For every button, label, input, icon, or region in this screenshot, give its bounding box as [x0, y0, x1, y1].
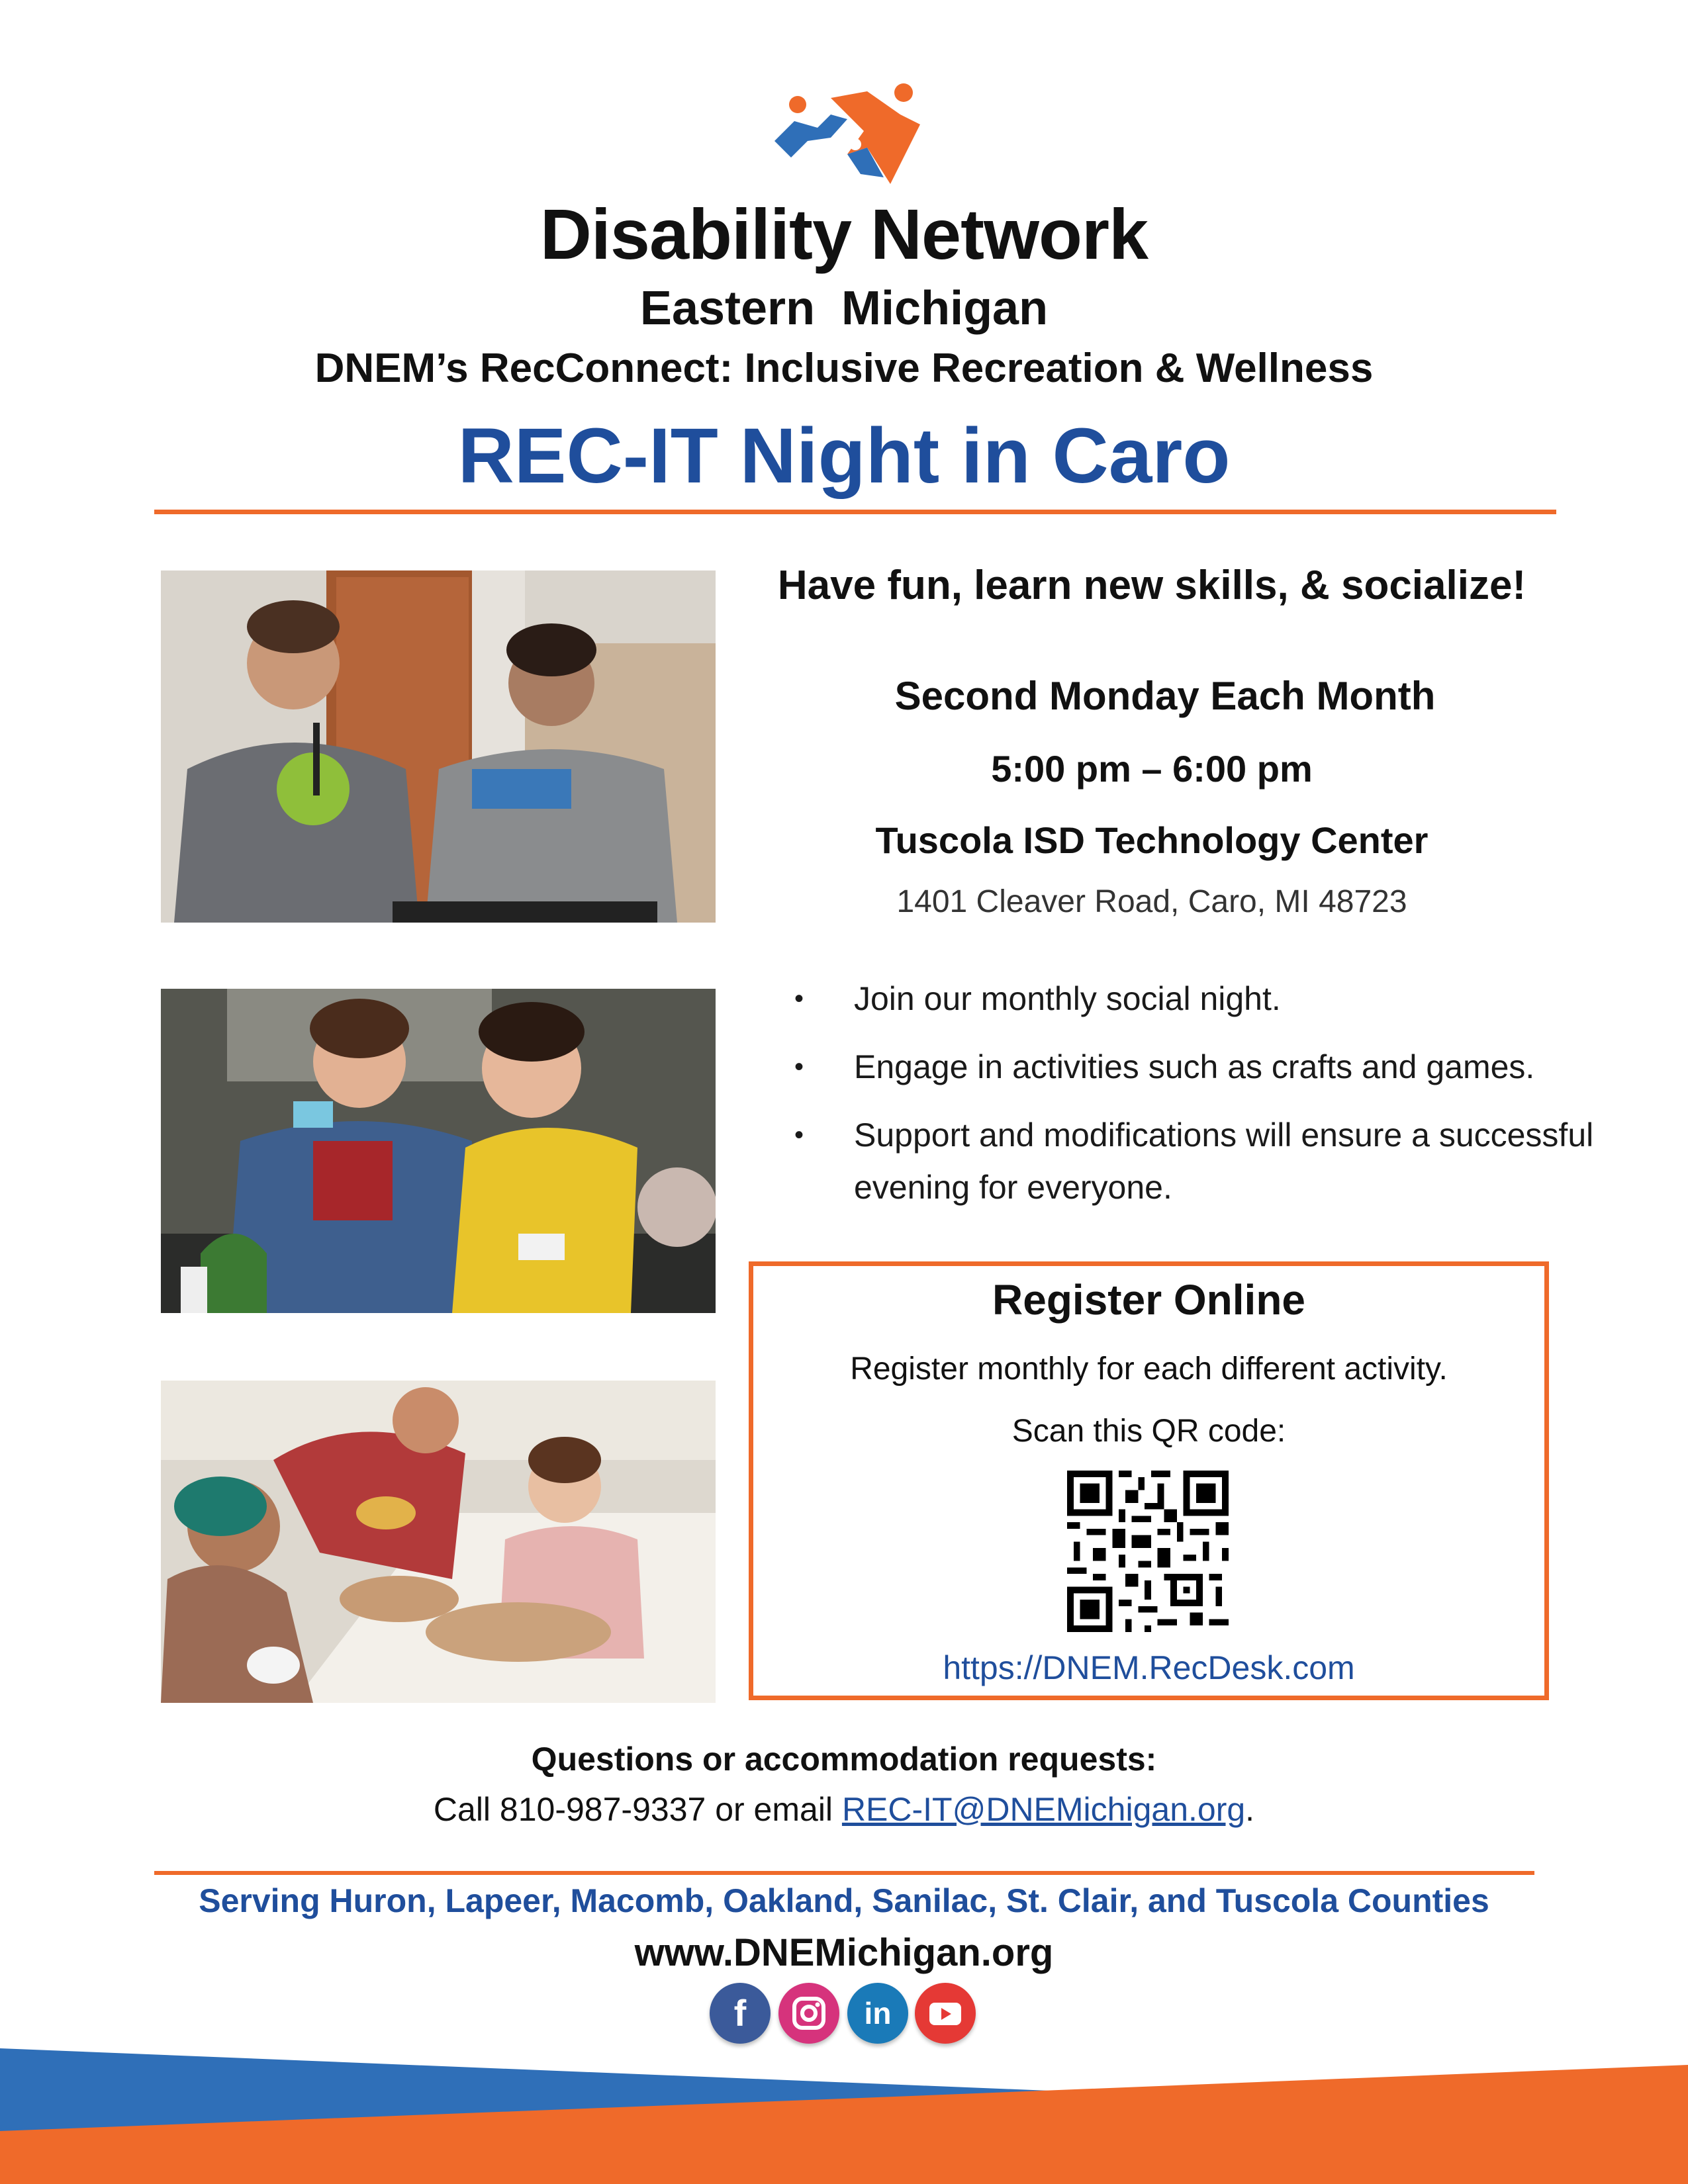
register-link[interactable]: https://DNEM.RecDesk.com	[943, 1649, 1355, 1686]
tagline: Have fun, learn new skills, & socialize!	[777, 563, 1526, 608]
bullet-icon: •	[794, 984, 804, 1013]
venue-name: Tuscola ISD Technology Center	[875, 819, 1429, 861]
bullet-icon: •	[794, 1052, 804, 1081]
org-name: Disability Network	[539, 194, 1149, 274]
program-name: DNEM’s RecConnect: Inclusive Recreation & Wellness	[314, 345, 1374, 391]
register-subtitle: Register monthly for each different activity.	[850, 1351, 1448, 1387]
contact-heading: Questions or accommodation requests:	[531, 1741, 1157, 1778]
linkedin-icon[interactable]: in	[847, 1983, 908, 2044]
org-subtitle: Eastern Michigan	[639, 282, 1049, 335]
register-title: Register Online	[992, 1276, 1305, 1324]
divider	[154, 510, 1556, 514]
venue-address: 1401 Cleaver Road, Caro, MI 48723	[896, 884, 1407, 919]
activity-list	[794, 973, 1595, 1230]
qr-code-icon[interactable]	[1067, 1471, 1229, 1632]
facebook-icon[interactable]: f	[710, 1983, 771, 2044]
list-item: • Engage in activities such as crafts and games.	[794, 1041, 1595, 1093]
photo-card-game	[161, 989, 716, 1313]
list-item: • Support and modifications will ensure a successful evening for everyone.	[794, 1109, 1595, 1214]
photo-crafts	[161, 1381, 716, 1703]
list-item: • Join our monthly social night.	[794, 973, 1595, 1025]
event-title: REC-IT Night in Caro	[457, 412, 1231, 500]
website-link[interactable]: www.DNEMichigan.org	[634, 1931, 1054, 1974]
contact-email-link[interactable]: REC-IT@DNEMichigan.org	[841, 1791, 1246, 1828]
footer-band	[0, 2038, 1688, 2184]
contact-line	[0, 1790, 1688, 1829]
contact-phone-text: Call 810-987-9337 or email	[433, 1791, 842, 1828]
serving-counties: Serving Huron, Lapeer, Macomb, Oakland, Sanilac, St. Clair, and Tuscola Counties	[199, 1882, 1489, 1919]
divider	[154, 1871, 1534, 1875]
schedule-day: Second Monday Each Month	[894, 674, 1436, 718]
instagram-icon[interactable]	[778, 1983, 839, 2044]
contact-suffix: .	[1245, 1791, 1255, 1828]
dnem-logo-icon	[768, 78, 933, 197]
bullet-icon: •	[794, 1120, 804, 1150]
schedule-time: 5:00 pm – 6:00 pm	[991, 748, 1313, 790]
register-scan-label: Scan this QR code:	[1011, 1414, 1286, 1449]
photo-karaoke	[161, 570, 716, 923]
youtube-icon[interactable]	[915, 1983, 976, 2044]
